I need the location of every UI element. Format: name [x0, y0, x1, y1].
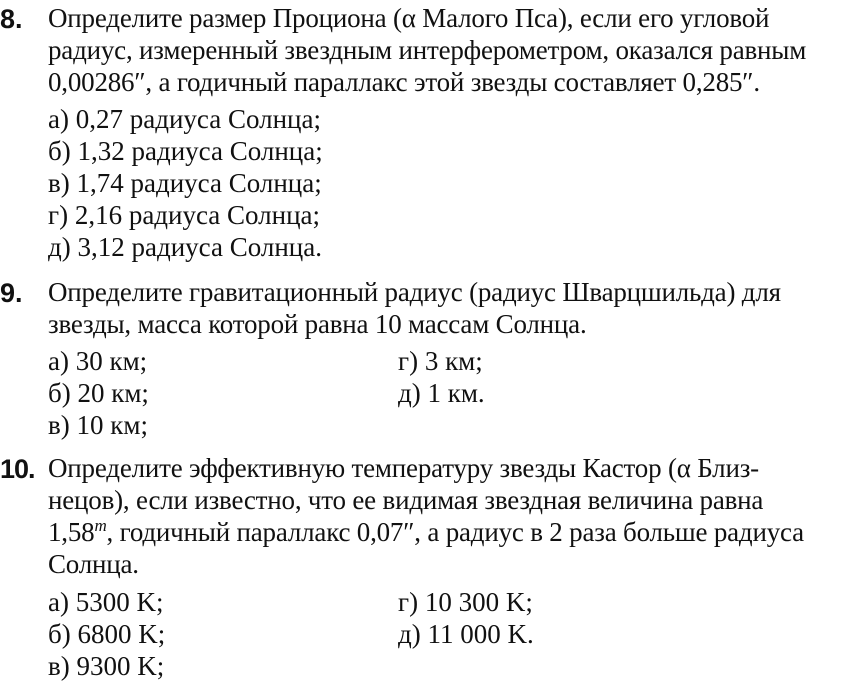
- question-text-line: [48, 516, 854, 548]
- answer-option-b[interactable]: б) 6800 K;: [48, 619, 166, 649]
- question-text-line: Определите гравитационный радиус (радиус Шварцшильда) для: [48, 277, 781, 307]
- answer-option-a[interactable]: а) 5300 K;: [48, 587, 164, 617]
- question-number: 8.: [0, 4, 23, 34]
- question-text-line: 0,00286″, а годичный параллакс этой звезды составляет 0,285″.: [48, 67, 760, 97]
- answer-option-d[interactable]: д) 11 000 K.: [398, 619, 534, 649]
- answer-option-v[interactable]: в) 1,74 радиуса Солнца;: [48, 168, 322, 198]
- question-text: [48, 2, 854, 98]
- answer-option-a[interactable]: а) 0,27 радиуса Солнца;: [48, 104, 321, 134]
- question-text: [48, 276, 854, 340]
- answer-option-b[interactable]: б) 20 км;: [48, 378, 149, 408]
- answer-option-v[interactable]: в) 9300 K;: [48, 651, 165, 681]
- answer-option-g[interactable]: г) 10 300 K;: [398, 587, 533, 617]
- answer-option-a[interactable]: а) 30 км;: [48, 346, 148, 376]
- question-text-rest: , годичный параллакс 0,07″, а радиус в 2 раза больше радиуса: [106, 517, 804, 547]
- question-text-line: Солнца.: [48, 549, 139, 579]
- question-text: [48, 452, 854, 580]
- question-number: 10.: [0, 454, 35, 484]
- question-text-line: звезды, масса которой равна 10 массам Солнца.: [48, 309, 587, 339]
- answer-option-g[interactable]: г) 2,16 радиуса Солнца;: [48, 200, 321, 230]
- question-text-line: радиус, измеренный звездным интерферометром, оказался равным: [48, 35, 807, 65]
- magnitude-unit: m: [94, 516, 107, 535]
- question-text-line: нецов), если известно, что ее видимая звездная величина равна: [48, 485, 764, 515]
- magnitude-value: 1,58: [48, 517, 95, 547]
- answer-option-b[interactable]: б) 1,32 радиуса Солнца;: [48, 136, 323, 166]
- answer-option-g[interactable]: г) 3 км;: [398, 346, 483, 376]
- answer-option-d[interactable]: д) 1 км.: [398, 378, 485, 408]
- question-text-line: Определите размер Проциона (α Малого Пса), если его угловой: [48, 3, 770, 33]
- answer-option-v[interactable]: в) 10 км;: [48, 410, 148, 440]
- answer-option-d[interactable]: д) 3,12 радиуса Солнца.: [48, 232, 322, 262]
- question-number: 9.: [0, 278, 23, 308]
- question-text-line: Определите эффективную температуру звезды Кастор (α Близ-: [48, 453, 759, 483]
